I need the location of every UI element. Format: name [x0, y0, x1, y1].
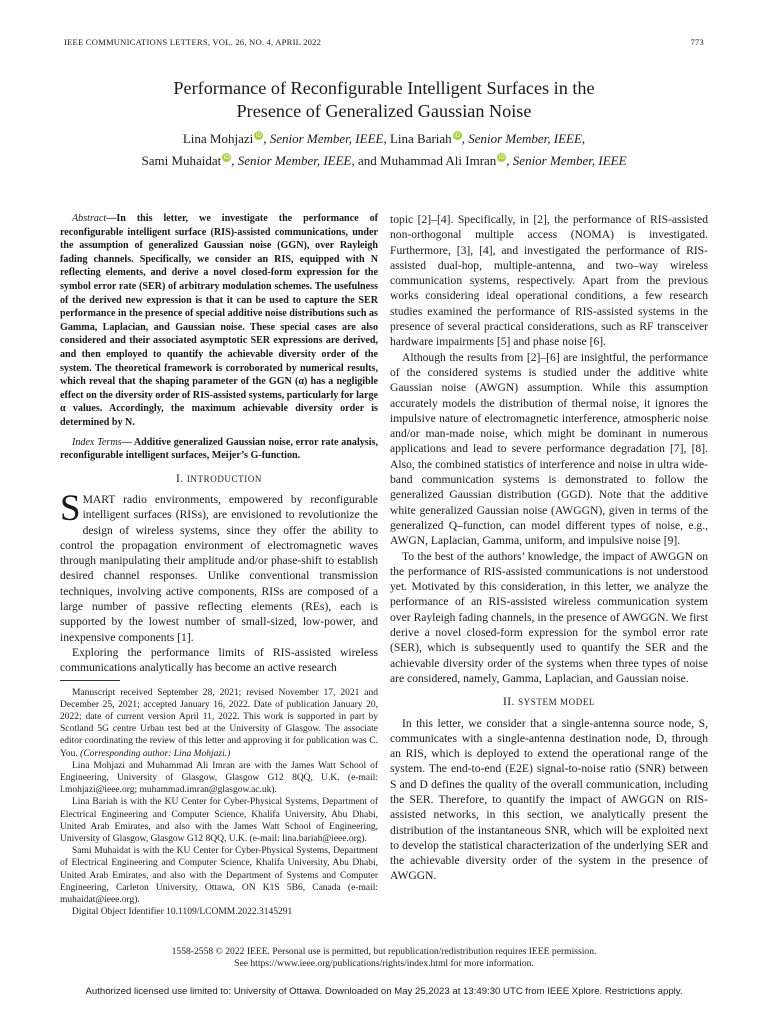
- author-separator: ,: [383, 131, 390, 146]
- author-name-4: Muhammad Ali Imran: [380, 153, 497, 168]
- body-paragraph-2: Although the results from [2]–[6] are insightful, the performance of the considered systems is studied under the additive white Gaussian noise (AWGN) assumption. While this assumption accurately models the distribution of thermal noise, it ignores the impulsive nature of electromagnetic interference, atmospheric noise and/or man-made noise, which might be dominant in numerous applications and lead to severe performance degradation [7], [8]. Also, the combined statistics of interference and noise in ultra wide-band communication systems is demonstrated to follow the generalized Gaussian distribution (GGD). Note that the additive white generalized Gaussian noise (AWGGN), given in terms of the generalized Q–function, can model different types of noise, e.g., AWGN, Laplacian, Gamma, uniform, and impulsive noise [9].: [390, 350, 708, 548]
- author-membership-2: , Senior Member, IEEE,: [461, 131, 586, 146]
- author-membership-1: , Senior Member, IEEE: [263, 131, 384, 146]
- rights-link[interactable]: See https://www.ieee.org/publications/rights/index.html for more information.: [234, 958, 534, 969]
- section-title: SYSTEM MODEL: [518, 697, 596, 708]
- author-separator: , and: [351, 153, 381, 168]
- body-paragraph-3: To the best of the authors’ knowledge, the impact of AWGGN on the performance of RIS-assisted communications is not understood yet. Motivated by this consideration, in this letter, we analyze the performance of an RIS-assisted wireless communication system over Rayleigh fading channels, in the presence of AWGGN. We first derive a novel closed-form expression for the symbol error rate (SER), which is subsequently used to quantify the SER and the achievable diversity order of the systems when three types of noise are considered, namely, Gamma, Laplacian, and Gaussian noise.: [390, 549, 708, 685]
- copyright-footer: [64, 946, 704, 970]
- section-heading-introduction: I. INTRODUCTION: [175, 471, 263, 485]
- footnote-divider: [60, 680, 120, 681]
- section-title: INTRODUCTION: [186, 473, 263, 484]
- journal-header: IEEE COMMUNICATIONS LETTERS, VOL. 26, NO. 4, APRIL 2022: [64, 37, 322, 47]
- orcid-icon[interactable]: iD: [223, 154, 230, 161]
- abstract-label: Abstract: [72, 213, 107, 224]
- footnote-affiliation-2: Lina Bariah is with the KU Center for Cyber-Physical Systems, Department of Electrical Engineering and Computer Science, Khalifa University, Abu Dhabi, United Arab Emirates, and also with the James Watt School of Engineering, University of Glasgow, Glasgow G12 8QQ, U.K. (e-mail: lina.bariah@ieee.org).: [60, 797, 378, 844]
- footnote-manuscript: Manuscript received September 28, 2021; revised November 17, 2021 and December 25, 2021; accepted January 16, 2022. Date of publication January 20, 2022; date of current version April 11, 2022. This work is supported in part by Scotland 5G centre Urban test bed at the University of Glasgow. The associate editor coordinating the review of this letter and approving it for publication was C. You. (Corresponding author: Lina Mohjazi.): [60, 687, 378, 759]
- orcid-icon[interactable]: iD: [498, 154, 505, 161]
- author-name-1: Lina Mohjazi: [182, 131, 254, 146]
- index-terms: Index Terms— Additive generalized Gaussian noise, error rate analysis, reconfigurable intelligent surfaces, Meijer’s G-function.: [60, 436, 378, 462]
- author-name-2: Lina Bariah: [389, 131, 452, 146]
- intro-paragraph-1: SMART radio environments, empowered by reconfigurable intelligent surfaces (RISs), are envisioned to revolutionize the design of wireless systems, since they offer the ability to control the propagation environment of electromagnetic waves through manipulating their amplitude and/or phase-shift to establish desired channel responses. Unlike conventional transmission techniques, involving active components, RISs are composed of a large number of passive reflecting elements (REs), each is supported by the lowest number of small-sized, low-power, and inexpensive components [1].: [60, 487, 378, 644]
- index-terms-text: Additive generalized Gaussian noise, error rate analysis, reconfigurable intelligent surfaces, Meijer’s G-function.: [60, 436, 378, 462]
- drop-cap: S: [60, 487, 81, 529]
- body-paragraph-1: topic [2]–[4]. Specifically, in [2], the performance of RIS-assisted non-orthogonal multiple access (NOMA) is investigated. Furthermore, [3], [4], and investigated the performance of RIS-assisted dual-hop, multiple-antenna, and two–way wireless communication systems, respectively. Apart from the previous works considering ideal operational conditions, a few research studies examined the performance of RIS-assisted systems in the presence of several practical considerations, such as RF transceiver hardware impairments [5] and phase noise [6].: [390, 213, 708, 349]
- author-line-2: [64, 150, 704, 172]
- running-header: [64, 37, 704, 51]
- footnotes: [60, 687, 378, 919]
- orcid-icon[interactable]: iD: [255, 132, 262, 139]
- author-membership-3: , Senior Member, IEEE: [231, 153, 352, 168]
- orcid-icon[interactable]: iD: [454, 132, 461, 139]
- left-column: [60, 212, 378, 918]
- index-terms-label: Index Terms: [72, 436, 122, 448]
- author-membership-4: , Senior Member, IEEE: [506, 153, 627, 168]
- paper-title: [64, 77, 704, 123]
- author-line-1: [64, 128, 704, 150]
- copyright-line: 1558-2558 © 2022 IEEE. Personal use is permitted, but republication/redistribution requires IEEE permission.: [171, 946, 597, 957]
- doi: Digital Object Identifier 10.1109/LCOMM.2022.3145291: [72, 907, 293, 918]
- footnote-affiliation-3: Sami Muhaidat is with the KU Center for Cyber-Physical Systems, Department of Electrical Engineering and Computer Science, Khalifa University, Abu Dhabi, United Arab Emirates, and also with the Department of Systems and Computer Engineering, Carleton University, Ottawa, ON K1S 5B6, Canada (e-mail: muhaidat@ieee.org).: [60, 846, 378, 905]
- footnote-affiliation-1: Lina Mohjazi and Muhammad Ali Imran are with the James Watt School of Engineering, University of Glasgow, Glasgow G12 8QQ, U.K. (e-mail: l.mohjazi@ieee.org; muhammad.imran@glasgow.ac.uk).: [60, 760, 378, 796]
- abstract: Abstract—In this letter, we investigate the performance of reconfigurable intelligent surface (RIS)-assisted communications, under the assumption of generalized Gaussian noise (GGN), over Rayleigh fading channels. Specifically, we consider an RIS, equipped with N reflecting elements, and derive a novel closed-form expression for the symbol error rate (SER) of arbitrary modulation schemes. The usefulness of the derived new expression is that it can be used to capture the SER performance in the presence of special additive noise distributions such as Gamma, Laplacian, and Gaussian noise. These special cases are also considered and their associated asymptotic SER expressions are derived, and then employed to quantify the achievable diversity order of the system. The theoretical framework is corroborated by numerical results, which reveal that the shaping parameter of the GGN (α) has a negligible effect on the diversity order of RIS-assisted systems, particularly for large α values. Accordingly, the maximum achievable diversity order is determined by N.: [60, 213, 378, 428]
- author-list: [64, 128, 704, 172]
- title-line-1: Performance of Reconfigurable Intelligent Surfaces in the: [173, 78, 595, 98]
- author-name-3: Sami Muhaidat: [141, 153, 222, 168]
- title-line-2: Presence of Generalized Gaussian Noise: [236, 101, 532, 121]
- abstract-text: In this letter, we investigate the performance of reconfigurable intelligent surface (RIS)-assisted communications, under the assumption of generalized Gaussian noise (GGN), over Rayleigh fading channels. Specifically, we consider an RIS, equipped with N reflecting elements, and derive a novel closed-form expression for the symbol error rate (SER) of arbitrary modulation schemes. The usefulness of the derived new expression is that it can be used to capture the SER performance in the presence of special additive noise distributions such as Gamma, Laplacian, and Gaussian noise. These special cases are also considered and their associated asymptotic SER expressions are derived, and then employed to quantify the achievable diversity order of the system. The theoretical framework is corroborated by numerical results, which reveal that the shaping parameter of the GGN (α) has a negligible effect on the diversity order of RIS-assisted systems, particularly for large α values. Accordingly, the maximum achievable diversity order is determined by N.: [60, 213, 378, 428]
- system-model-paragraph-1: In this letter, we consider that a single-antenna source node, S, communicates with a single-antenna destination node, D, through an RIS, which is deployed to extend the operational range of the system. The end-to-end (E2E) signal-to-noise ratio (SNR) between S and D defines the quality of the overall communication, including the SER. Therefore, to quantify the impact of AWGGN on RIS-assisted networks, in this section, we analytically present the distribution of the instantaneous SNR, which will be exploited next to develop the statistical characterization of the underlying SER and the achievable diversity order of the system in the presence of AWGGN.: [390, 716, 708, 883]
- right-column: [390, 212, 708, 884]
- section-heading-system-model: II. SYSTEM MODEL: [502, 695, 596, 709]
- page-number: 773: [690, 37, 704, 47]
- intro-paragraph-2: Exploring the performance limits of RIS-assisted wireless communications analytically has become an active research: [60, 645, 378, 675]
- authorized-use-notice: Authorized licensed use limited to: University of Ottawa. Downloaded on May 25,2023 at 13:49:30 UTC from IEEE Xplore. Restrictions apply.: [85, 986, 683, 997]
